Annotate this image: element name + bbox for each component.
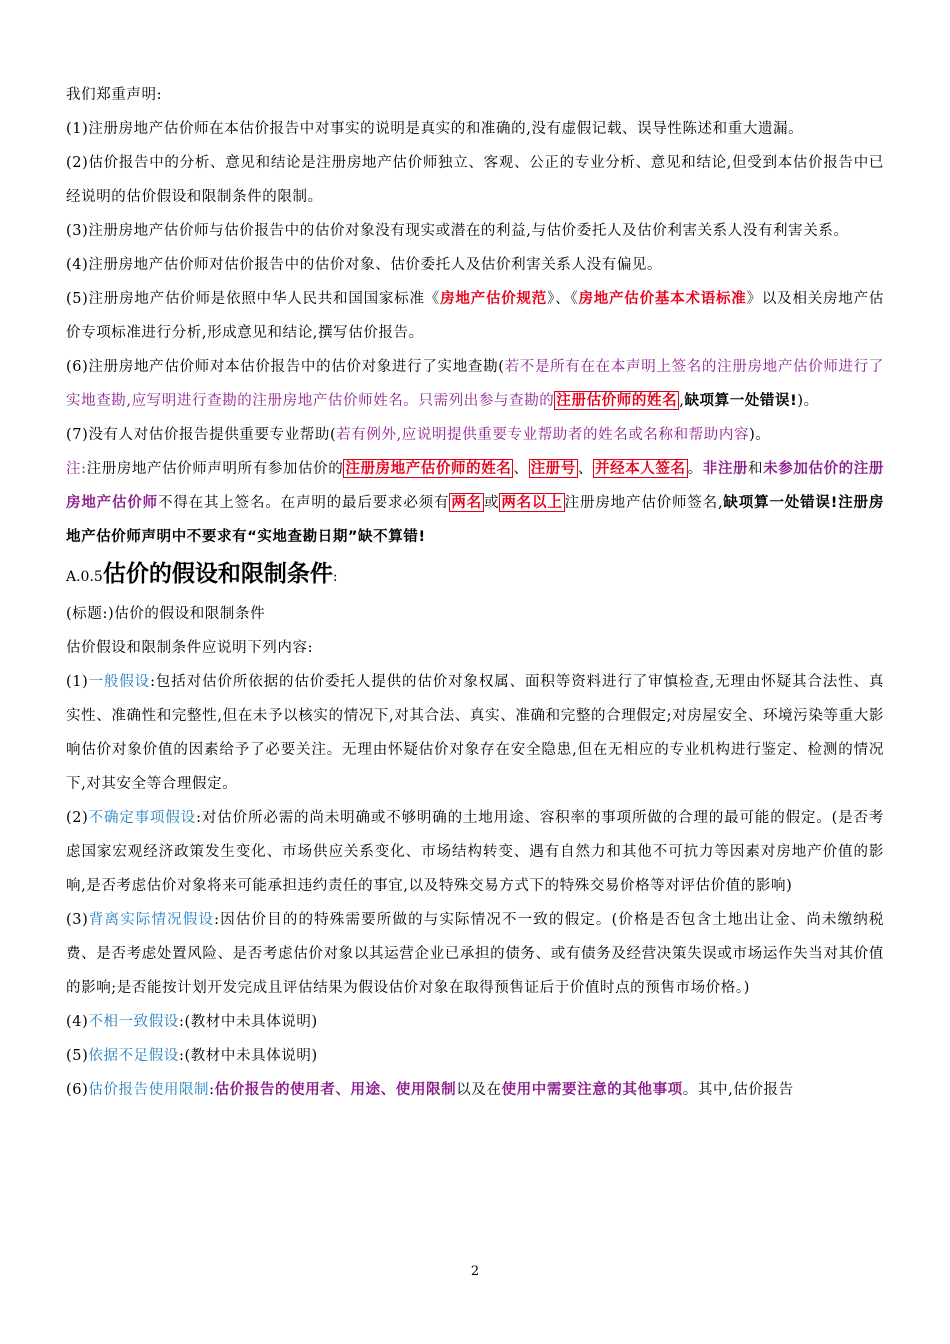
text-span: 注册房地产估价师签名, — [564, 495, 724, 511]
page-number: 2 — [470, 1264, 480, 1279]
intro-line: 我们郑重声明: — [66, 87, 163, 103]
assumption-1 — [66, 665, 884, 801]
highlight-box: 注册估价师的姓名 — [556, 392, 678, 409]
text-span: 以及在 — [456, 1082, 502, 1098]
note-text: 若不是所有在在本声明上签名的注册房地产估价师进行了实地查勘,应写明进行查勘的注册房地产估价师姓名。只需列出参与查勘的 — [66, 359, 884, 409]
assumption-term: 估价报告使用限制 — [88, 1082, 210, 1098]
statement-6 — [66, 350, 884, 418]
text-span: :(教材中未具体说明) — [178, 1014, 318, 1030]
text-span: 不得在其上签名。在声明的最后要求必须有 — [158, 495, 450, 511]
assumption-term: 不相一致假设 — [88, 1014, 179, 1030]
text-span: 或 — [483, 495, 500, 511]
text-span: (1) — [66, 674, 89, 690]
emphasis-text: 非注册 — [702, 460, 749, 477]
text-span: 》以及相关房地产估价专项标准进行分析,形成意见和结论,撰写估价报告。 — [66, 291, 884, 341]
error-note: 缺项算一处错误! — [684, 393, 798, 409]
assumption-term: 一般假设 — [88, 674, 151, 690]
statement-7 — [66, 418, 884, 452]
subtitle-line: (标题:)估价的假设和限制条件 — [66, 606, 266, 622]
text-span: :因估价目的的特殊需要所做的与实际情况不一致的假定。(价格是否包含土地出让金、尚未缴纳税费、是否考虑处置风险、是否考虑估价对象以其运营企业已承担的债务、或有债务及经营决策失误或市场运作失当对其价值的影响;是否能按计划开发完成且评估结果为假设估价对象在取得预售证后于价值时点的预售市场价格。) — [66, 912, 884, 996]
text-span: (6) — [66, 1082, 89, 1098]
text-span: (3) — [66, 912, 89, 928]
text-span: (7)没有人对估价报告提供重要专业帮助( — [66, 427, 337, 443]
emphasis-text: 使用中需要注意的其他事项 — [501, 1081, 683, 1098]
text-span: 注册房地产估价师声明所有参加估价的 — [86, 461, 344, 477]
assumption-6 — [66, 1073, 884, 1107]
assumption-2 — [66, 801, 884, 903]
text-span: , — [679, 393, 685, 409]
highlight-box: 两名 — [451, 494, 482, 511]
assumption-5 — [66, 1039, 884, 1073]
text-span: (4) — [66, 1014, 89, 1030]
text-span: : — [332, 569, 338, 585]
error-note: 注册房地产估价师声明中不要求有“实地查勘日期”缺不算错! — [66, 495, 884, 545]
text-span: (2) — [66, 810, 89, 826]
standard-name: 房地产估价规范 — [440, 290, 548, 307]
statement-4: (4)注册房地产估价师对估价报告中的估价对象、估价委托人及估价利害关系人没有偏见。 — [66, 257, 663, 273]
highlight-box: 注册号 — [530, 460, 576, 477]
assumption-term: 不确定事项假设 — [88, 810, 197, 826]
text-span: (5)注册房地产估价师是依照中华人民共和国国家标准《 — [66, 291, 441, 307]
text-span: (6)注册房地产估价师对本估价报告中的估价对象进行了实地查勘( — [66, 359, 505, 375]
text-span: :(教材中未具体说明) — [178, 1048, 318, 1064]
assumption-term: 背离实际情况假设 — [88, 912, 215, 928]
statement-3: (3)注册房地产估价师与估价报告中的估价对象没有现实或潜在的利益,与估价委托人及估价利害关系人没有利害关系。 — [66, 223, 849, 239]
standard-name: 房地产估价基本术语标准 — [578, 290, 747, 307]
highlight-box: 两名以上 — [501, 494, 563, 511]
section-heading — [66, 554, 884, 597]
error-note: 缺项算一处错误! — [723, 495, 838, 511]
text-span: :包括对估价所依据的估价委托人提供的估价对象权属、面积等资料进行了审慎检查,无理由怀疑其合法性、真实性、准确性和完整性,但在未予以核实的情况下,对其合法、真实、准确和完整的合理假定;对房屋安全、环境污染等重大影响估价对象价值的因素给予了必要关注。无理由怀疑估价对象存在安全隐患,但在无相应的专业机构进行鉴定、检测的情况下,对其安全等合理假定。 — [66, 674, 885, 792]
text-span: : — [209, 1082, 215, 1098]
statement-5 — [66, 282, 884, 350]
statement-1: (1)注册房地产估价师在本估价报告中对事实的说明是真实的和准确的,没有虚假记载、误导性陈述和重大遗漏。 — [66, 121, 804, 137]
emphasis-text: 未参加估价的注册房地产估价师 — [66, 460, 884, 511]
note-paragraph — [66, 452, 884, 554]
text-span: 和 — [748, 461, 764, 477]
text-span: 》、《 — [547, 291, 579, 307]
note-text: 若有例外,应说明提供重要专业帮助者的姓名或名称和帮助内容 — [336, 427, 750, 443]
document-body — [66, 78, 884, 1107]
note-label: 注: — [66, 461, 87, 477]
highlight-box: 注册房地产估价师的姓名 — [345, 460, 512, 477]
section-number: A.0.5 — [66, 569, 103, 585]
assumption-term: 依据不足假设 — [88, 1048, 179, 1064]
text-span: :对估价所必需的尚未明确或不够明确的土地用途、容积率的事项所做的合理的最可能的假定。(是否考虑国家宏观经济政策发生变化、市场供应关系变化、市场结构转变、遇有自然力和其他不可抗力等因素对房地产价值的影响,是否考虑估价对象将来可能承担违约责任的事宜,以及特殊交易方式下的特殊交易价格等对评估价值的影响) — [66, 810, 885, 894]
text-span: )。 — [797, 393, 819, 409]
text-span: 、 — [577, 461, 593, 477]
text-span: 、 — [513, 461, 529, 477]
lead-line: 估价假设和限制条件应说明下列内容: — [66, 640, 314, 656]
text-span: 。 — [687, 461, 703, 477]
text-span: 。其中,估价报告 — [682, 1082, 794, 1098]
highlight-box: 并经本人签名 — [595, 460, 686, 477]
text-span: (5) — [66, 1048, 89, 1064]
text-span: )。 — [749, 427, 771, 443]
statement-2: (2)估价报告中的分析、意见和结论是注册房地产估价师独立、客观、公正的专业分析、意见和结论,但受到本估价报告中已经说明的估价假设和限制条件的限制。 — [66, 155, 884, 205]
section-title: 估价的假设和限制条件 — [102, 561, 333, 587]
assumption-4 — [66, 1005, 884, 1039]
emphasis-text: 估价报告的使用者、用途、使用限制 — [214, 1081, 457, 1098]
assumption-3 — [66, 903, 884, 1005]
